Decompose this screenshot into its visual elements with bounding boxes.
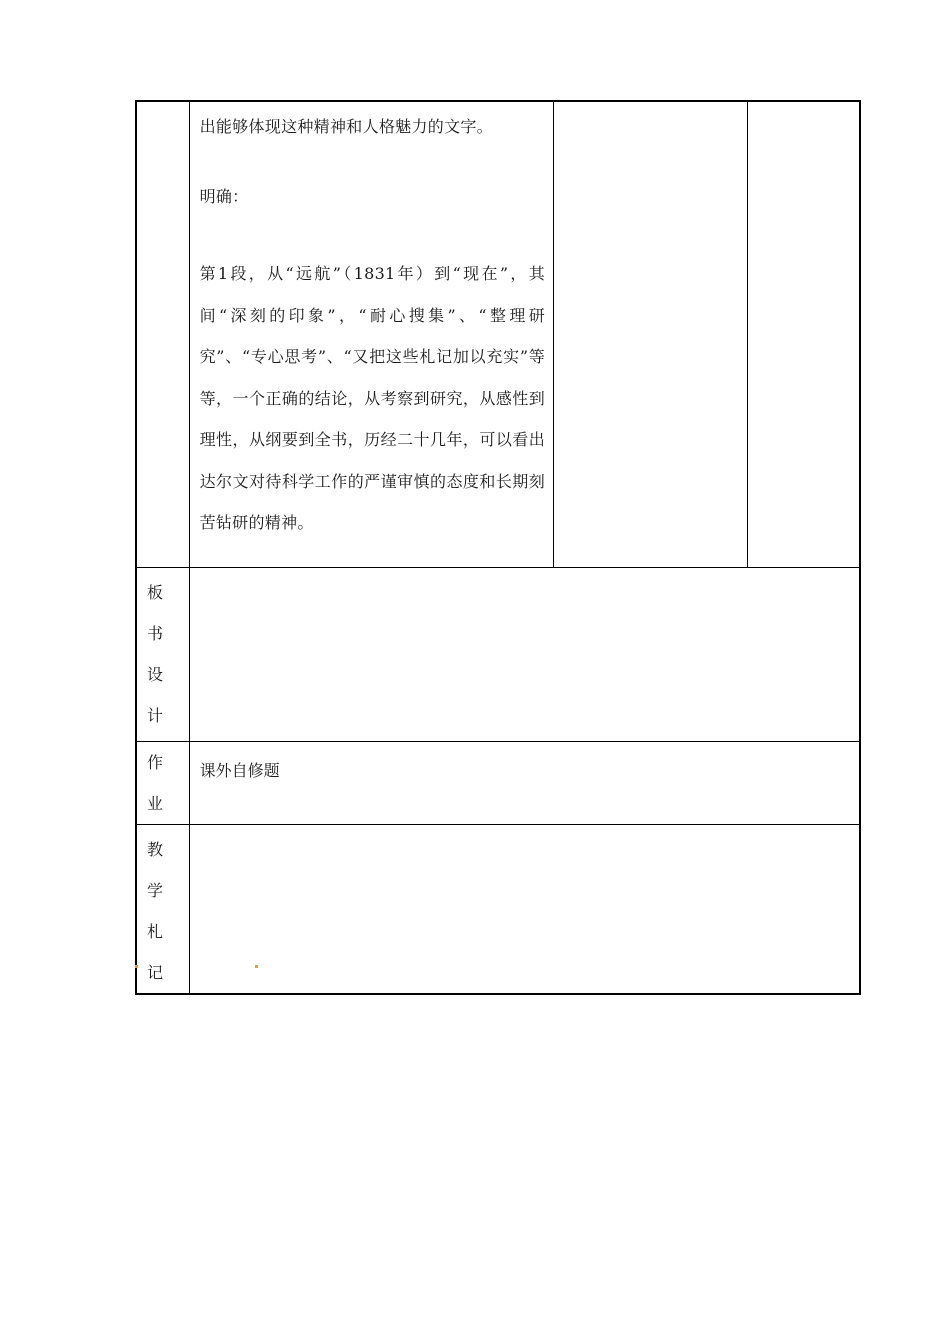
teaching-notes-label-line1: 教学 — [147, 839, 171, 900]
content-line: 出能够体现这种精神和人格魅力的文字。 — [199, 117, 493, 136]
decorative-dot — [255, 965, 258, 968]
board-design-label-line1: 板书 — [147, 582, 171, 643]
homework-label-line1: 作 — [147, 752, 164, 772]
clarify-label: 明确： — [199, 186, 249, 206]
row-label-cell-empty — [136, 101, 189, 567]
homework-label-line2: 业 — [147, 793, 164, 813]
teaching-notes-row — [136, 824, 860, 994]
student-activity-cell — [554, 101, 748, 567]
board-design-label-line2: 设计 — [147, 664, 171, 725]
teaching-process-row — [136, 101, 860, 567]
homework-label-cell — [136, 741, 189, 824]
homework-text: 课外自修题 — [199, 760, 280, 780]
teaching-notes-content-cell — [189, 824, 860, 994]
board-design-label-cell — [136, 567, 189, 741]
decorative-dot — [135, 965, 138, 968]
teaching-notes-label-line2: 札记 — [147, 921, 171, 982]
teaching-content-cell — [189, 101, 554, 567]
lesson-plan-table — [135, 100, 861, 995]
analysis-paragraph: 第1段，从“远航”（1831年）到“现在”，其间“深刻的印象”，“耐心搜集”、“整理研究”、“专心思考”、“又把这些札记加以充实”等等，一个正确的结论，从考察到研究，从感性到理性，从纲要到全书，历经二十几年，可以看出达尔文对待科学工作的严谨审慎的态度和长期刻苦钻研的精神。 — [199, 264, 546, 532]
remarks-cell — [748, 101, 860, 567]
homework-row — [136, 741, 860, 824]
board-design-row — [136, 567, 860, 741]
teaching-notes-label-cell — [136, 824, 189, 994]
homework-content-cell — [189, 741, 860, 824]
board-design-content-cell — [189, 567, 860, 741]
